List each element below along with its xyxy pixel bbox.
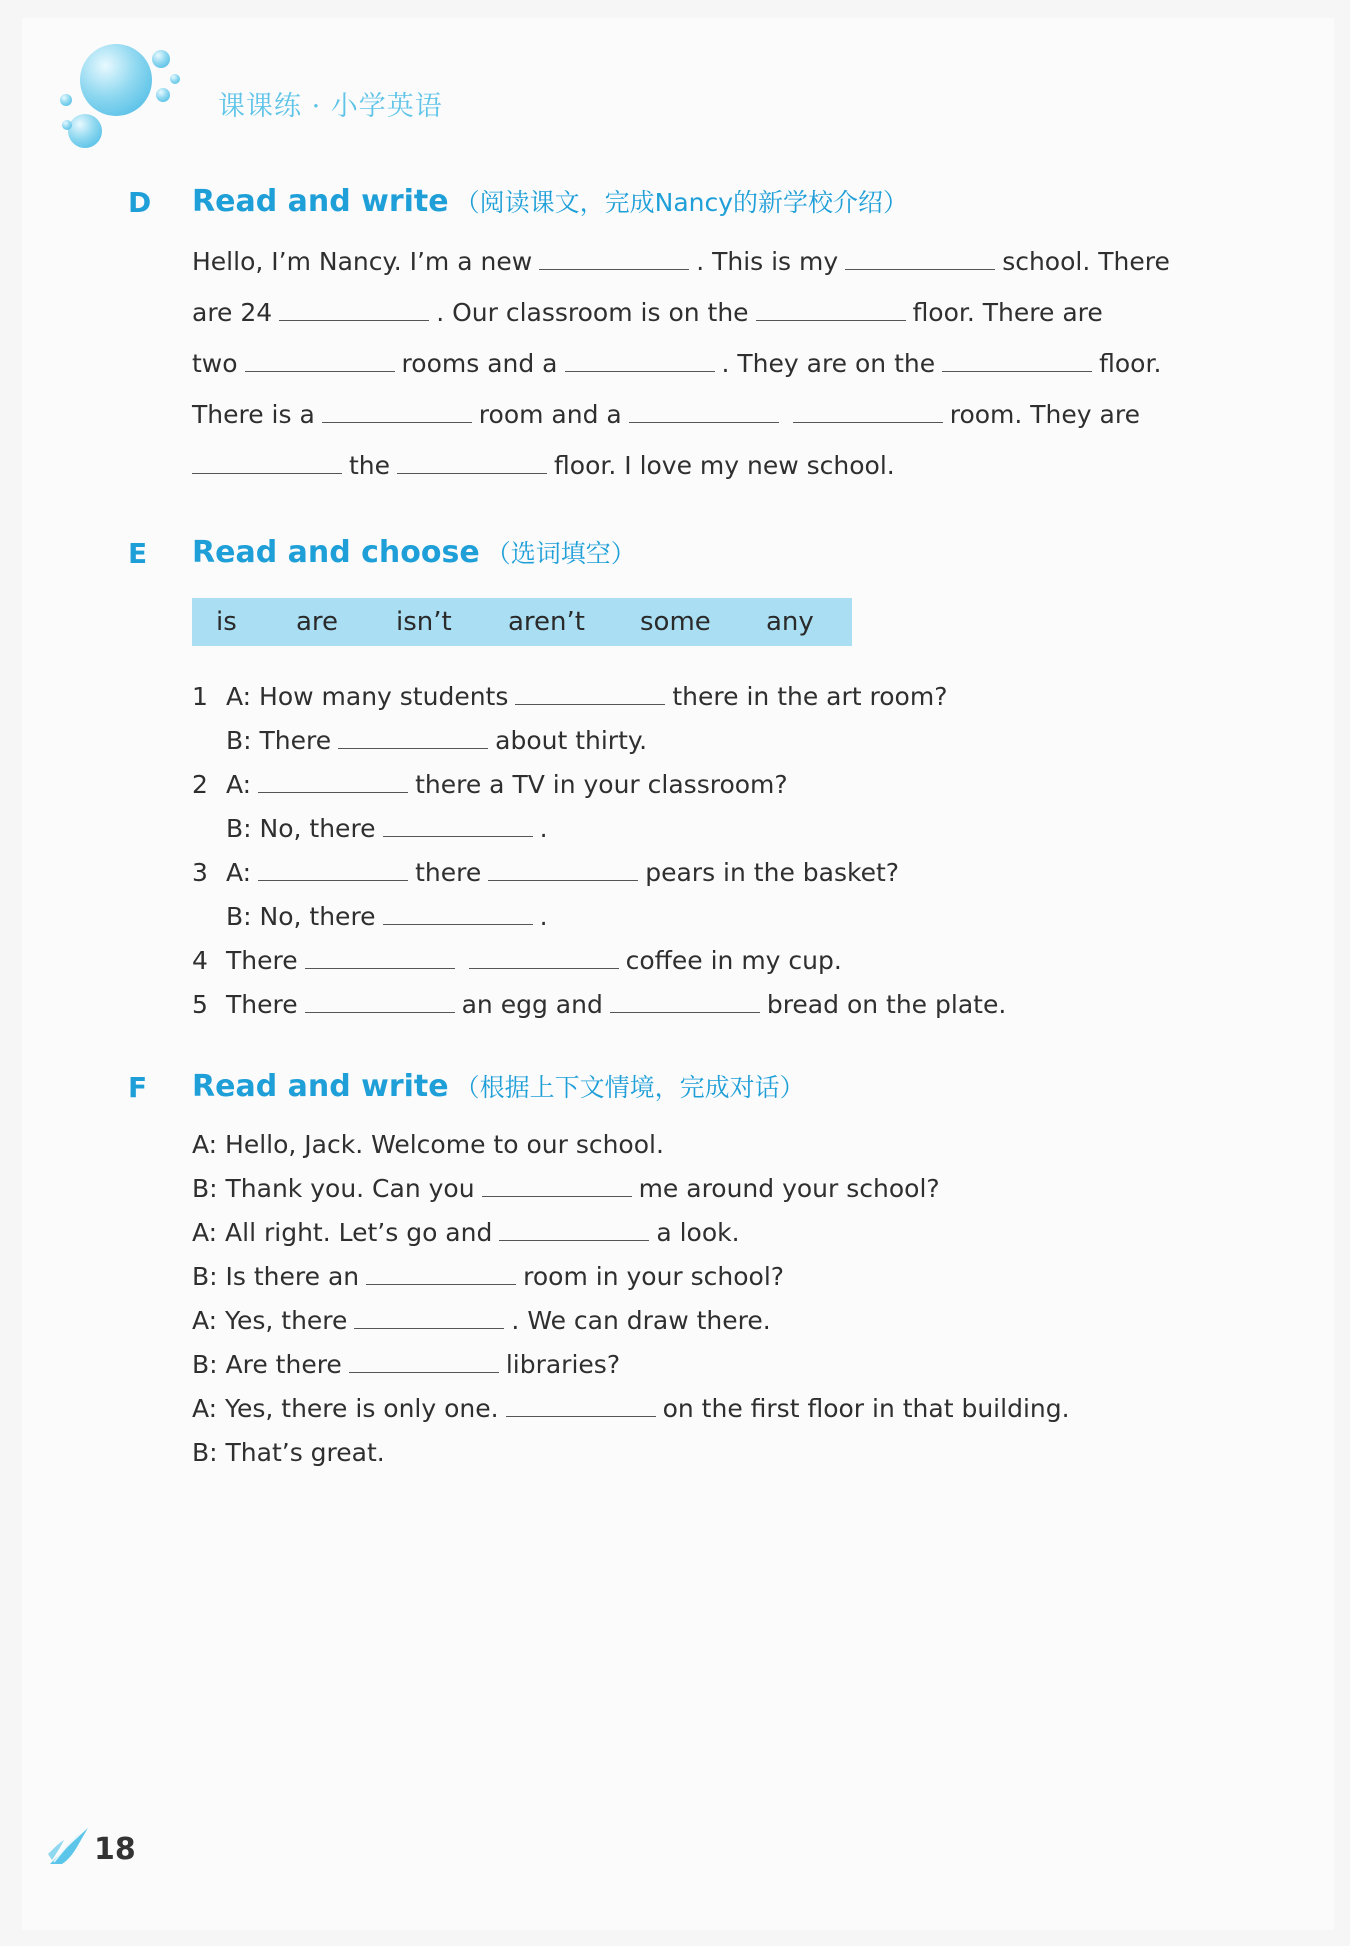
blank-input[interactable] <box>366 1262 516 1285</box>
passage-line: two rooms and a . They are on the floor. <box>192 349 1162 378</box>
blank-input[interactable] <box>338 726 488 749</box>
leaf-icon <box>48 1826 90 1866</box>
blank-input[interactable] <box>349 1350 499 1373</box>
blank-input[interactable] <box>506 1394 656 1417</box>
section-e-title: Read and choose （选词填空） <box>192 535 636 570</box>
section-d-subtitle: （阅读课文，完成Nancy的新学校介绍） <box>454 188 909 217</box>
bubbles-decoration-icon <box>60 38 190 158</box>
word-bank <box>192 598 852 646</box>
dialogue-line: A: Yes, there . We can draw there. <box>192 1306 771 1335</box>
section-f-subtitle: （根据上下文情境，完成对话） <box>454 1073 805 1102</box>
blank-input[interactable] <box>845 247 995 270</box>
question-line: 1 A: How many students there in the art room? <box>192 682 948 711</box>
word-option: aren’t <box>508 607 585 637</box>
question-line: B: There about thirty. <box>226 726 648 755</box>
passage-line: are 24 . Our classroom is on the floor. There are <box>192 298 1103 327</box>
section-f-letter: F <box>128 1071 148 1104</box>
blank-input[interactable] <box>942 349 1092 372</box>
blank-input[interactable] <box>305 990 455 1013</box>
section-f-title: Read and write （根据上下文情境，完成对话） <box>192 1069 805 1104</box>
word-option: some <box>640 607 711 637</box>
blank-input[interactable] <box>482 1174 632 1197</box>
question-line: 3 A: there pears in the basket? <box>192 858 900 887</box>
dialogue-line: A: Hello, Jack. Welcome to our school. <box>192 1130 664 1159</box>
word-option: any <box>766 607 814 637</box>
blank-input[interactable] <box>192 451 342 474</box>
dialogue-line: B: Are there libraries? <box>192 1350 621 1379</box>
blank-input[interactable] <box>305 946 455 969</box>
blank-input[interactable] <box>565 349 715 372</box>
question-line: 4 There coffee in my cup. <box>192 946 842 975</box>
dialogue-line: B: That’s great. <box>192 1438 385 1467</box>
section-e-subtitle: （选词填空） <box>485 539 636 568</box>
blank-input[interactable] <box>793 400 943 423</box>
blank-input[interactable] <box>756 298 906 321</box>
blank-input[interactable] <box>397 451 547 474</box>
blank-input[interactable] <box>488 858 638 881</box>
blank-input[interactable] <box>258 858 408 881</box>
passage-line: There is a room and a room. They are <box>192 400 1140 429</box>
book-title: 课课练 · 小学英语 <box>218 91 443 122</box>
question-line: 2 A: there a TV in your classroom? <box>192 770 788 799</box>
blank-input[interactable] <box>245 349 395 372</box>
section-e-letter: E <box>128 537 148 570</box>
question-line: B: No, there . <box>226 814 548 843</box>
blank-input[interactable] <box>610 990 760 1013</box>
blank-input[interactable] <box>322 400 472 423</box>
blank-input[interactable] <box>629 400 779 423</box>
question-line: B: No, there . <box>226 902 548 931</box>
word-option: are <box>296 607 339 637</box>
section-d-title: Read and write （阅读课文，完成Nancy的新学校介绍） <box>192 184 909 219</box>
passage-line: Hello, I’m Nancy. I’m a new . This is my school. There <box>192 247 1170 276</box>
page-number: 18 <box>94 1832 136 1867</box>
blank-input[interactable] <box>383 814 533 837</box>
passage-line: the floor. I love my new school. <box>192 450 895 482</box>
dialogue-line: B: Thank you. Can you me around your school? <box>192 1174 940 1203</box>
blank-input[interactable] <box>258 770 408 793</box>
word-option: is <box>216 607 237 637</box>
blank-input[interactable] <box>499 1218 649 1241</box>
dialogue-line: A: All right. Let’s go and a look. <box>192 1218 740 1247</box>
section-d-letter: D <box>128 186 152 219</box>
blank-input[interactable] <box>279 298 429 321</box>
blank-input[interactable] <box>383 902 533 925</box>
blank-input[interactable] <box>469 946 619 969</box>
dialogue-line: A: Yes, there is only one. on the first floor in that building. <box>192 1394 1070 1423</box>
blank-input[interactable] <box>539 247 689 270</box>
blank-input[interactable] <box>354 1306 504 1329</box>
blank-input[interactable] <box>515 682 665 705</box>
dialogue-line: B: Is there an room in your school? <box>192 1262 785 1291</box>
word-option: isn’t <box>396 607 452 637</box>
question-line: 5 There an egg and bread on the plate. <box>192 990 1007 1019</box>
